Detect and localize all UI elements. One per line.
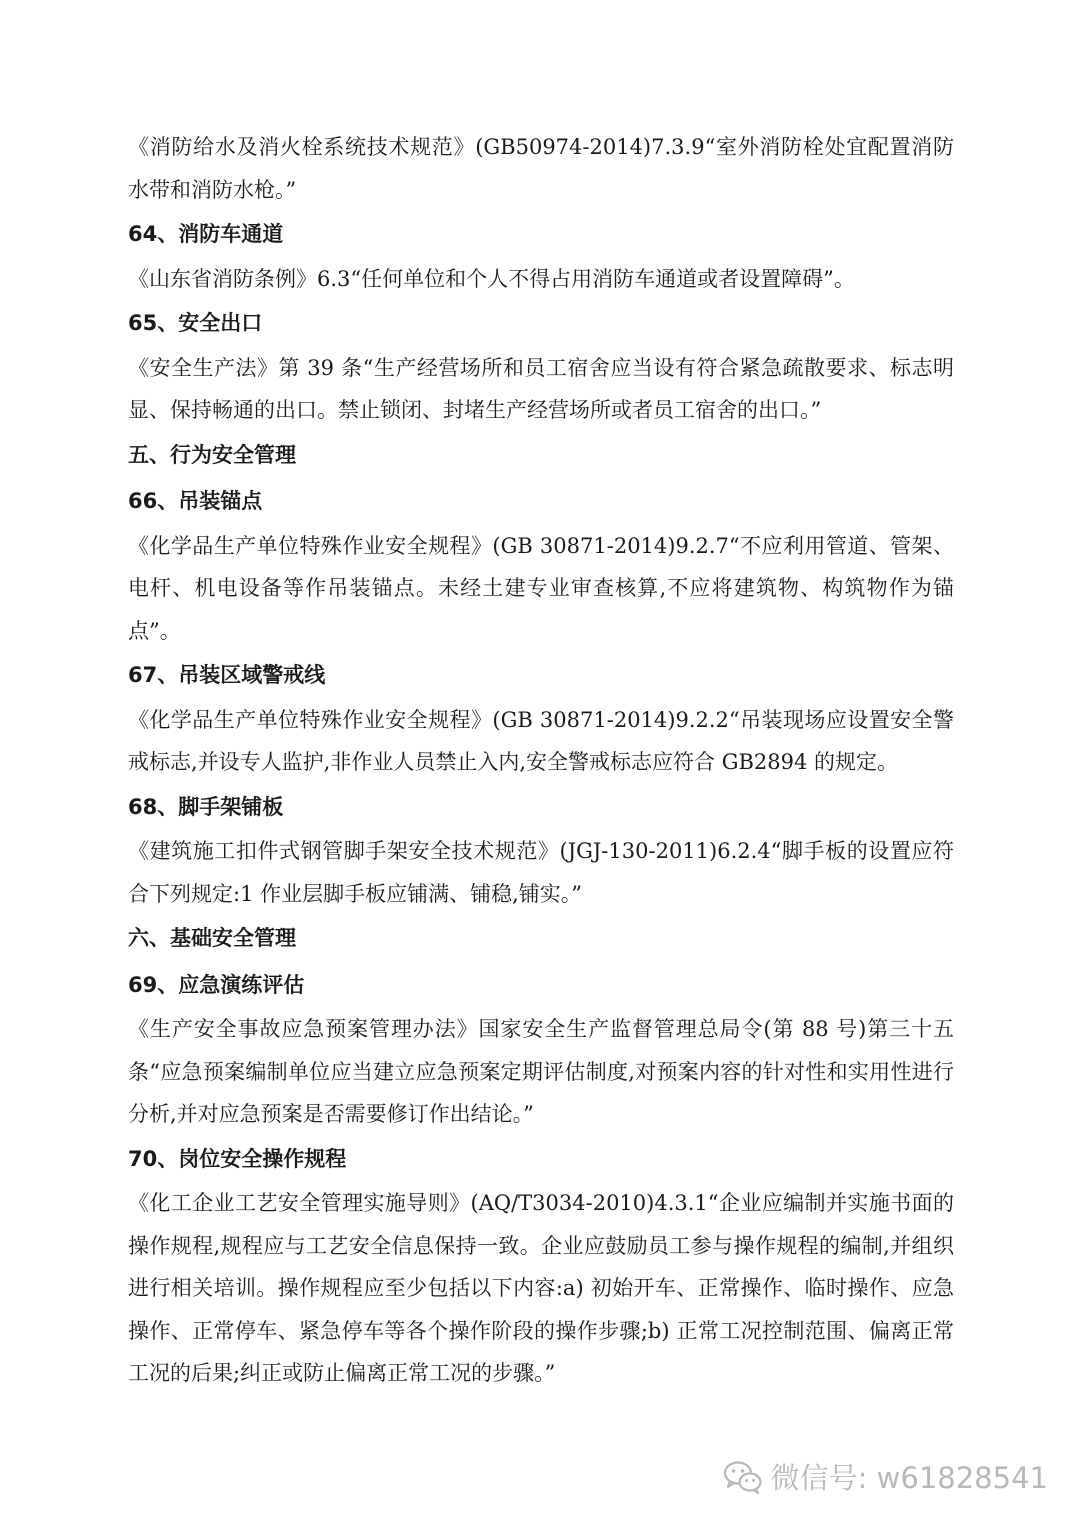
heading-68: 68、脚手架铺板 (128, 794, 284, 819)
watermark-text: 微信号: w61828541 (770, 1461, 1048, 1495)
paragraph-operating-procedure: 《化工企业工艺安全管理实施导则》(AQ/T3034-2010)4.3.1“企业应编制并实施书面的操作规程,规程应与工艺安全信息保持一致。企业应鼓励员工参与操作规程的编制,并组织进行相关培训。操作规程应至少包括以下内容:a) 初始开车、正常操作、临时操作、应急操作、正常停车、紧急停车等各个操作阶段的操作步骤;b) 正常工况控制范围、偏离正常工况的后果;纠正或防止偏离正常工况的步骤。” (128, 1191, 954, 1385)
heading-66: 66、吊装锚点 (128, 489, 263, 513)
heading-69: 69、应急演练评估 (128, 972, 305, 997)
paragraph-safety-exit: 《安全生产法》第 39 条“生产经营场所和员工宿舍应当设有符合紧急疏散要求、标志明显、保持畅通的出口。禁止锁闭、封堵生产经营场所或者员工宿舍的出口。” (128, 355, 954, 422)
paragraph-drill-evaluation: 《生产安全事故应急预案管理办法》国家安全生产监督管理总局令(第 88 号)第三十五条“应急预案编制单位应当建立应急预案定期评估制度,对预案内容的针对性和实用性进行分析,并对应急预案是否需要修订作出结论。” (128, 1017, 954, 1126)
paragraph-lifting-anchor: 《化学品生产单位特殊作业安全规程》(GB 30871-2014)9.2.7“不应利用管道、管架、电杆、机电设备等作吊装锚点。未经土建专业审查核算,不应将建筑物、构筑物作为锚点”。 (128, 533, 954, 643)
paragraph-fire-lane: 《山东省消防条例》6.3“任何单位和个人不得占用消防车通道或者设置障碍”。 (128, 266, 855, 291)
paragraph-lifting-zone: 《化学品生产单位特殊作业安全规程》(GB 30871-2014)9.2.2“吊装现场应设置安全警戒标志,并设专人监护,非作业人员禁止入内,安全警戒标志应符合 GB2894 的规定。 (128, 707, 954, 774)
paragraph-scaffold-board: 《建筑施工扣件式钢管脚手架安全技术规范》(JGJ-130-2011)6.2.4“脚手板的设置应符合下列规定:1 作业层脚手板应铺满、铺稳,铺实。” (128, 839, 954, 906)
section-heading-5: 五、行为安全管理 (128, 442, 296, 467)
paragraph-fire-hydrant: 《消防给水及消火栓系统技术规范》(GB50974-2014)7.3.9“室外消防栓处宜配置消防水带和消防水枪。” (128, 135, 954, 202)
watermark (723, 1456, 1048, 1497)
document-body (128, 126, 954, 1395)
section-heading-6: 六、基础安全管理 (128, 926, 296, 950)
heading-67: 67、吊装区域警戒线 (128, 663, 326, 687)
wechat-icon (723, 1460, 763, 1494)
heading-65: 65、安全出口 (128, 311, 263, 335)
heading-70: 70、岗位安全操作规程 (128, 1146, 347, 1171)
heading-64: 64、消防车通道 (128, 222, 284, 246)
